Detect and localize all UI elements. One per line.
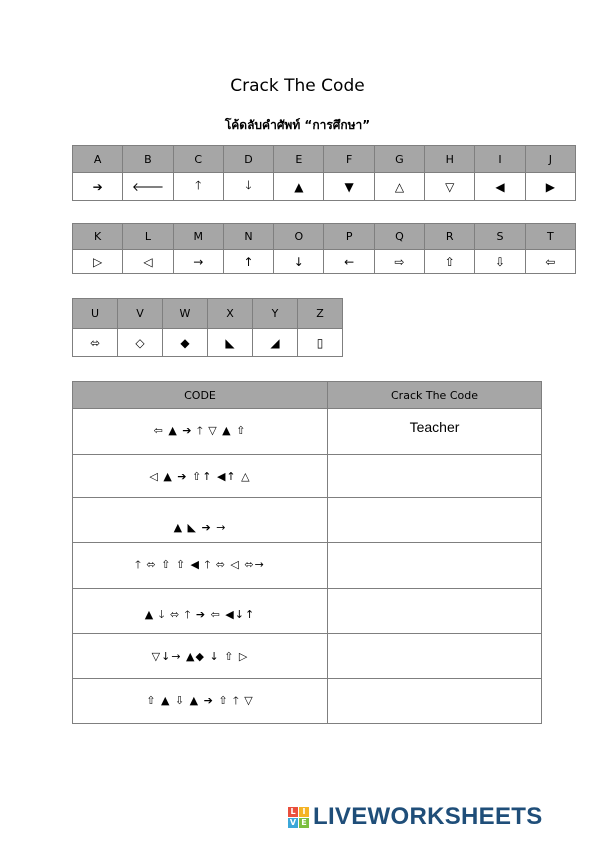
answer-input[interactable]: [339, 419, 531, 435]
key-symbol: ▷: [73, 250, 123, 274]
code-column-header: CODE: [73, 382, 328, 409]
logo-mark-letter: E: [299, 818, 309, 828]
key-symbol: 🡓: [223, 173, 273, 201]
worksheet-subtitle: โค้ดลับคำศัพท์ “การศึกษา”: [224, 118, 371, 132]
key-letter: J: [525, 146, 575, 173]
key-letter: I: [475, 146, 525, 173]
key-letter: S: [475, 224, 525, 250]
answer-cell: [328, 409, 542, 455]
key-symbol: ↑: [223, 250, 273, 274]
answer-cell: [328, 455, 542, 498]
table-header-row: [73, 382, 542, 409]
key-letter: K: [73, 224, 123, 250]
key-letter: D: [223, 146, 273, 173]
logo-mark-letter: I: [299, 807, 309, 817]
key-symbol: △: [374, 173, 424, 201]
code-cell: ⇦ ▲ ➔ 🡑 ▽ ▲ ⇧: [73, 409, 328, 455]
table-row: [73, 409, 542, 455]
key-symbol: ▶: [525, 173, 575, 201]
live-logo-mark: [288, 807, 309, 828]
key-symbol-row: [73, 329, 343, 357]
key-letter: V: [118, 299, 163, 329]
key-symbol: ⇦: [525, 250, 575, 274]
key-symbol: ⇩: [475, 250, 525, 274]
answer-input[interactable]: [339, 508, 531, 524]
key-letter: R: [425, 224, 475, 250]
key-symbol-row: [73, 173, 576, 201]
code-cell: ◁ ▲ ➔ ⇧↑ ◀↑ △: [73, 455, 328, 498]
key-symbol: ▲: [274, 173, 324, 201]
key-letter: Z: [298, 299, 343, 329]
code-cell: ▲ ◣ ➔ →: [73, 498, 328, 543]
answer-input[interactable]: [339, 689, 531, 705]
key-symbol-row: [73, 250, 576, 274]
key-symbol: →: [173, 250, 223, 274]
answer-cell: [328, 498, 542, 543]
key-symbol: ←: [324, 250, 374, 274]
key-symbol: ⇧: [425, 250, 475, 274]
cipher-key-table-u-z: [72, 298, 343, 357]
key-letter-row: [73, 146, 576, 173]
liveworksheets-logo: [288, 802, 543, 832]
table-row: [73, 634, 542, 679]
answer-cell: [328, 679, 542, 724]
key-letter: E: [274, 146, 324, 173]
table-row: [73, 589, 542, 634]
worksheet-title: Crack The Code: [230, 76, 365, 96]
key-letter-row: [73, 224, 576, 250]
key-symbol: 🡐: [123, 173, 173, 201]
key-letter: F: [324, 146, 374, 173]
key-symbol: ➔: [73, 173, 123, 201]
key-letter: C: [173, 146, 223, 173]
logo-text: LIVEWORKSHEETS: [313, 803, 543, 830]
key-letter: Q: [374, 224, 424, 250]
key-letter: N: [223, 224, 273, 250]
crack-the-code-table: [72, 381, 542, 724]
key-letter: H: [425, 146, 475, 173]
table-row: [73, 498, 542, 543]
key-symbol: ◢: [253, 329, 298, 357]
key-letter-row: [73, 299, 343, 329]
key-symbol: ▯: [298, 329, 343, 357]
key-letter: G: [374, 146, 424, 173]
key-letter: U: [73, 299, 118, 329]
answer-cell: [328, 634, 542, 679]
cipher-key-table-a-j: [72, 145, 576, 201]
code-cell: ⇧ ▲ ⇩ ▲ ➔ ⇧ 🡑 ▽: [73, 679, 328, 724]
key-letter: P: [324, 224, 374, 250]
key-letter: X: [208, 299, 253, 329]
key-letter: W: [163, 299, 208, 329]
key-letter: M: [173, 224, 223, 250]
key-symbol: ▼: [324, 173, 374, 201]
key-symbol: ▽: [425, 173, 475, 201]
logo-mark-letter: V: [289, 817, 297, 827]
key-letter: A: [73, 146, 123, 173]
key-symbol: ⇨: [374, 250, 424, 274]
key-symbol: ⬄: [73, 329, 118, 357]
key-letter: O: [274, 224, 324, 250]
answer-input[interactable]: [339, 465, 531, 481]
key-symbol: 🡑: [173, 173, 223, 201]
key-letter: Y: [253, 299, 298, 329]
table-row: [73, 543, 542, 589]
key-symbol: ◆: [163, 329, 208, 357]
answer-cell: [328, 589, 542, 634]
key-symbol: ↓: [274, 250, 324, 274]
key-symbol: ◀: [475, 173, 525, 201]
answer-cell: [328, 543, 542, 589]
key-letter: L: [123, 224, 173, 250]
key-symbol: ◇: [118, 329, 163, 357]
key-symbol: ◁: [123, 250, 173, 274]
key-letter: T: [525, 224, 575, 250]
code-cell: ▲ 🡓 ⬄ 🡑 ➔ ⇦ ◀↓↑: [73, 589, 328, 634]
code-cell: ▽↓→ ▲◆ ↓ ⇧ ▷: [73, 634, 328, 679]
answer-input[interactable]: [339, 644, 531, 660]
answer-input[interactable]: [339, 553, 531, 569]
code-cell: 🡑 ⬄ ⇧ ⇧ ◀ 🡑 ⬄ ◁ ⬄→: [73, 543, 328, 589]
answer-column-header: Crack The Code: [328, 382, 542, 409]
answer-input[interactable]: [339, 599, 531, 615]
table-row: [73, 455, 542, 498]
key-symbol: ◣: [208, 329, 253, 357]
table-row: [73, 679, 542, 724]
cipher-key-table-k-t: [72, 223, 576, 274]
logo-mark-letter: L: [288, 807, 298, 817]
key-letter: B: [123, 146, 173, 173]
